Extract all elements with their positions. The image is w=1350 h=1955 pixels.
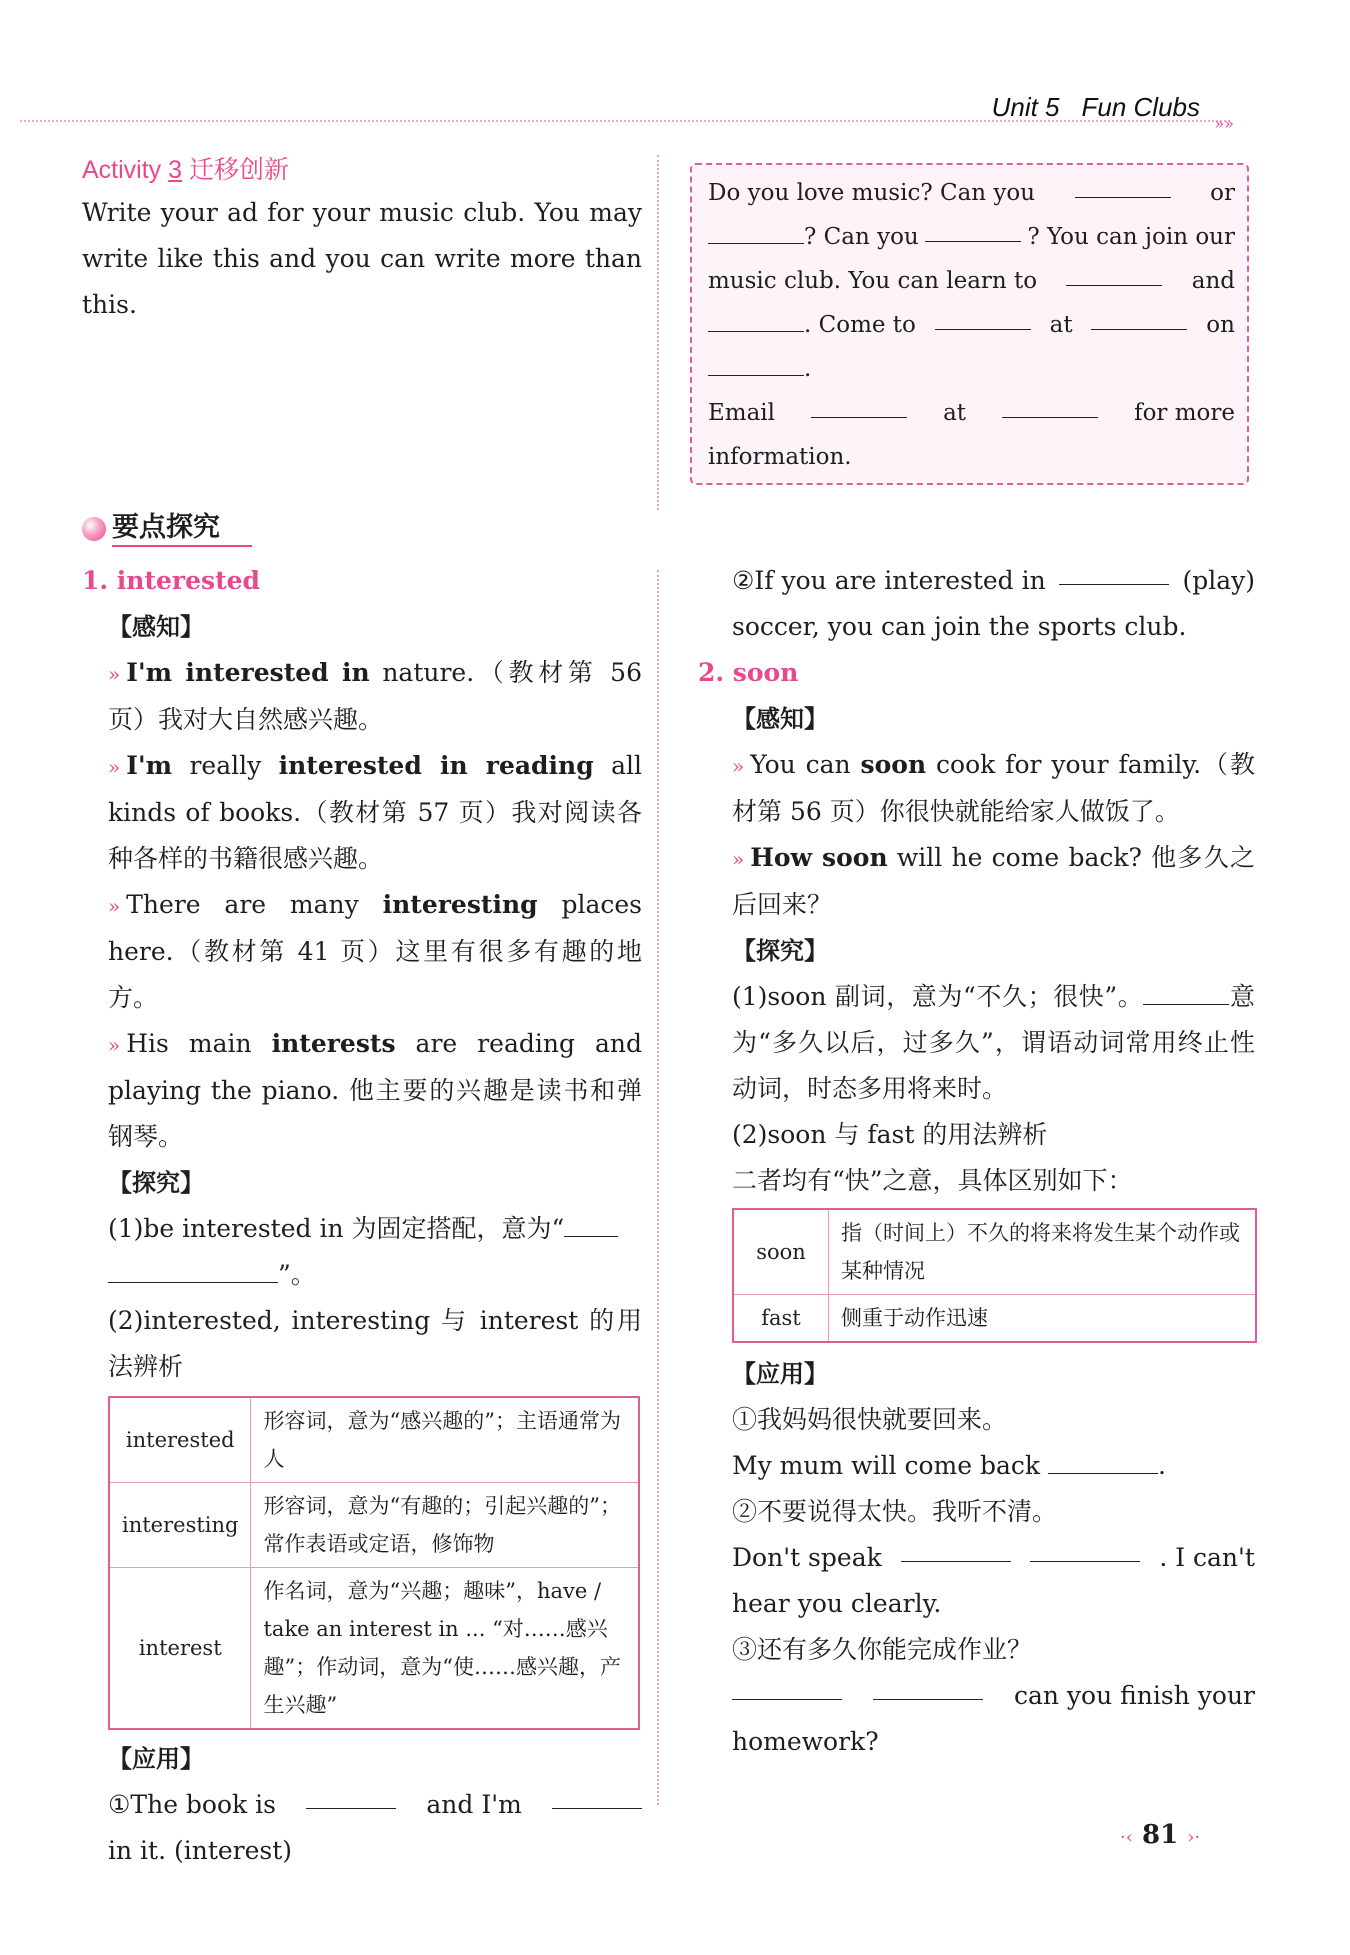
unit-title: Fun Clubs [1081,92,1200,122]
bullet-icon: » [108,894,121,918]
activity-instructions: Write your ad for your music club. You may write like this and you can write more than this. [82,198,642,319]
ad-blank[interactable] [708,217,804,244]
bullet-icon: » [108,1033,121,1057]
column-divider-bottom [657,570,659,1805]
point-2-heading: 2. soon [698,658,799,687]
apply-q2: ②If you are interested in (play) [710,558,1255,604]
page-deco-left-icon: ·‹ [1120,1827,1133,1848]
table-value: 形容词，意为“感兴趣的”；主语通常为人 [251,1397,639,1483]
table-row [109,1397,639,1483]
example-1: » I'm interested in nature.（教材第 56 页）我对大自然感兴趣。 [108,658,642,734]
fill-blank[interactable] [564,1210,618,1237]
explore-soon-2: (2)soon 与 fast 的用法辨析 [732,1120,1048,1149]
apply-heading: 【应用】 [108,1745,204,1773]
table-row [733,1209,1256,1295]
ad-blank[interactable] [1066,259,1162,286]
right-column [698,558,1255,1765]
explore-heading: 【探究】 [732,937,828,965]
ad-blank[interactable] [935,303,1031,330]
apply-q1: ①The book is and I'm [108,1782,642,1828]
textbook-page [20,0,1340,1955]
bullet-icon: » [732,847,745,871]
fill-blank[interactable] [1059,558,1169,585]
ad-line-2: ? Can you [804,224,919,250]
activity-title: 迁移创新 [189,156,290,184]
apply-soon-2-end: hear you clearly. [732,1589,942,1618]
ad-line-3: music club. You can learn to [708,268,1038,294]
bullet-icon: » [732,754,745,778]
fill-blank[interactable] [732,1673,842,1700]
header-title [970,92,1200,123]
ad-line-6-at: at [943,400,967,426]
apply-soon-3-cn: ③还有多久你能完成作业？ [732,1635,1033,1664]
ad-line-2-end: ? You can join our [1027,224,1235,250]
apply-heading: 【应用】 [732,1360,828,1388]
fill-blank[interactable] [1030,1535,1140,1562]
bullet-icon: » [108,755,121,779]
example-soon-1: » You can soon cook for your family.（教材第 56 页）你很快就能给家人做饭了。 [732,750,1255,826]
apply-soon-2-en: Don't speak . I can't [732,1535,1255,1581]
ad-blank[interactable] [1075,171,1171,198]
apply-soon-3-end: homework? [732,1727,879,1756]
fill-blank[interactable] [108,1256,278,1283]
example-4: » His main interests are reading and playing the piano. 他主要的兴趣是读书和弹钢琴。 [108,1029,642,1151]
example-2: » I'm really interested in reading all kinds of books.（教材第 57 页）我对阅读各种各样的书籍很感兴趣。 [108,751,642,873]
fill-blank[interactable] [873,1673,983,1700]
perceive-heading: 【感知】 [108,613,204,641]
ad-line-4-on: on [1206,312,1235,338]
fill-blank[interactable] [552,1782,642,1809]
explore-1: (1)be interested in 为固定搭配，意为“ ”。 [108,1206,642,1298]
table-key: interest [109,1568,251,1730]
table-key: fast [733,1295,829,1343]
apply-q2-end: soccer, you can join the sports club. [732,612,1187,641]
apply-soon-3-en: can you finish your [732,1673,1255,1719]
ad-line-1: Do you love music? Can you [708,180,1036,206]
apply-soon-1-en: My mum will come back . [732,1443,1255,1489]
pink-ball-icon [82,517,106,541]
table-row [109,1483,639,1568]
table-value: 形容词，意为“有趣的；引起兴趣的”；常作表语或定语，修饰物 [251,1483,639,1568]
table-value: 侧重于动作迅速 [829,1295,1257,1343]
table-row [109,1568,639,1730]
table-value: 指（时间上）不久的将来将发生某个动作或某种情况 [829,1209,1257,1295]
fill-blank[interactable] [1048,1447,1158,1474]
fill-blank[interactable] [306,1782,396,1809]
fill-blank[interactable] [901,1535,1011,1562]
explore-soon-3: 二者均有“快”之意，具体区别如下： [732,1166,1133,1195]
point-1-heading: 1. interested [82,566,261,595]
activity-heading [82,150,642,186]
ad-template-text [708,171,1235,479]
ad-blank[interactable] [1091,303,1187,330]
page-header [20,92,1240,133]
ad-blank[interactable] [925,215,1021,242]
ad-line-1-end: or [1210,180,1235,206]
table-key: soon [733,1209,829,1295]
apply-soon-2-cn: ②不要说得太快。我听不清。 [732,1497,1058,1526]
header-arrows-icon: »» [1214,114,1234,133]
explore-heading: 【探究】 [108,1169,204,1197]
table-key: interesting [109,1483,251,1568]
table-value: 作名词，意为“兴趣；趣味”，have / take an interest in ... “对……感兴趣”；作动词，意为“使……感兴趣，产生兴趣” [251,1568,639,1730]
explore-soon-1: (1)soon 副词，意为“不久；很快”。 意为“多久以后，过多久”，谓语动词常用终止性动词，时态多用将来时。 [732,974,1255,1112]
ad-line-5: . [804,356,812,382]
fill-blank[interactable] [1143,978,1229,1005]
ad-line-3-end: and [1191,268,1235,294]
example-soon-2: » How soon will he come back? 他多久之后回来？ [732,843,1255,919]
bullet-icon: » [108,662,121,686]
apply-soon-1-cn: ①我妈妈很快就要回来。 [732,1405,1008,1434]
section-heading [82,505,220,544]
activity-label: Activity [82,156,162,184]
page-number-value: 81 [1141,1820,1179,1850]
ad-template-box [690,163,1249,485]
ad-line-4-at: at [1049,312,1073,338]
activity-number: 3 [168,156,183,184]
section-title: 要点探究 [112,512,220,543]
page-number [1120,1820,1200,1850]
ad-line-7: information. [708,444,852,470]
activity-block [82,150,642,328]
usage-table-soon-fast [732,1208,1257,1343]
apply-q1-end: in it. (interest) [108,1836,293,1865]
explore-2: (2)interested, interesting 与 interest 的用法辨析 [108,1306,642,1381]
table-key: interested [109,1397,251,1483]
ad-line-6: Email [708,400,776,426]
ad-blank[interactable] [811,391,907,418]
ad-line-6-end: for more [1134,400,1235,426]
column-divider-top [657,155,659,510]
section-underline [112,545,252,547]
ad-line-4: . Come to [804,312,916,338]
ad-blank[interactable] [1002,391,1098,418]
ad-blank[interactable] [708,305,804,332]
usage-table-interest [108,1396,640,1730]
page-deco-right-icon: ›· [1187,1827,1201,1848]
point-1-interested [82,558,642,1874]
example-3: » There are many interesting places here.（教材第 41 页）这里有很多有趣的地方。 [108,890,642,1012]
ad-blank[interactable] [708,349,804,376]
unit-label: Unit 5 [991,92,1060,122]
perceive-heading: 【感知】 [732,705,828,733]
table-row [733,1295,1256,1343]
